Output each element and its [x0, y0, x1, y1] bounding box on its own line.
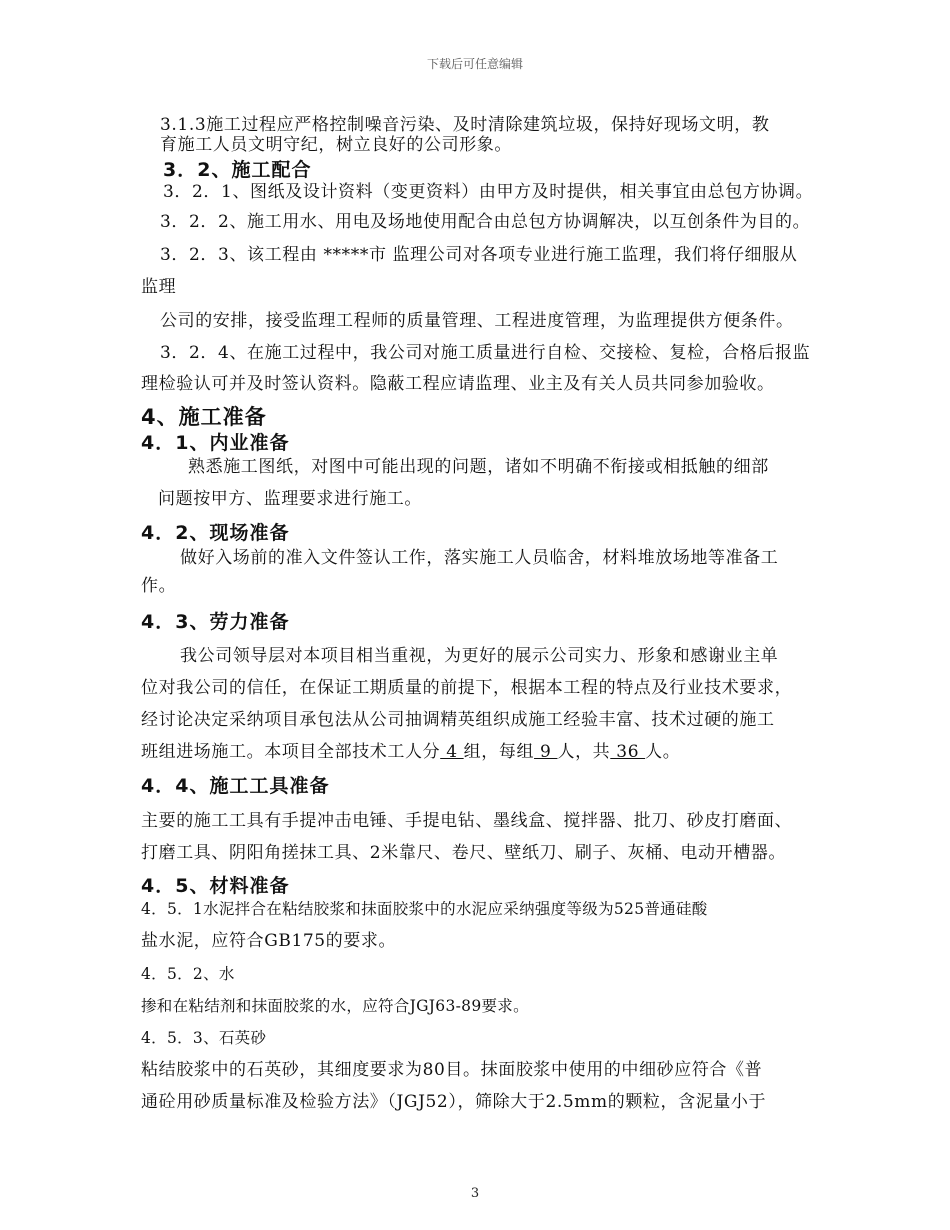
section-heading: 4．4、施工工具准备 — [141, 775, 330, 797]
section-heading: 4．1、内业准备 — [141, 432, 290, 454]
paragraph-line: 育施工人员文明守纪，树立良好的公司形象。 — [160, 135, 512, 155]
paragraph-line: 3．2．4、在施工过程中，我公司对施工质量进行自检、交接检、复检，合格后报监 — [160, 343, 811, 363]
paragraph-line: 问题按甲方、监理要求进行施工。 — [158, 489, 422, 509]
chapter-heading: 4、施工准备 — [141, 405, 267, 429]
section-heading: 4．2、现场准备 — [141, 522, 290, 544]
paragraph-line: 打磨工具、阴阳角搓抹工具、2米靠尺、卷尺、壁纸刀、刷子、灰桶、电动开槽器。 — [141, 843, 787, 863]
paragraph-line: 掺和在粘结剂和抹面胶浆的水，应符合JGJ63-89要求。 — [141, 997, 529, 1015]
total-workers: 36 — [610, 742, 646, 762]
paragraph-line — [141, 741, 680, 763]
paragraph-line: 位对我公司的信任，在保证工期质量的前提下，根据本工程的特点及行业技术要求， — [141, 678, 793, 698]
paragraph-line: 公司的安排，接受监理工程师的质量管理、工程进度管理，为监理提供方便条件。 — [160, 311, 794, 331]
paragraph-line: 经讨论决定采纳项目承包法从公司抽调精英组织成施工经验丰富、技术过硬的施工 — [141, 710, 775, 730]
paragraph-line: 4．5．2、水 — [141, 965, 235, 983]
paragraph-line: 3．2．2、施工用水、用电及场地使用配合由总包方协调解决，以互创条件为目的。 — [160, 212, 811, 232]
paragraph-line: 主要的施工工具有手提冲击电锤、手提电钻、墨线盒、搅拌器、批刀、砂皮打磨面、 — [141, 811, 793, 831]
section-heading: 3．2、施工配合 — [163, 159, 312, 181]
group-count: 4 — [440, 742, 464, 762]
paragraph-line: 4．5．1水泥拌合在粘结胶浆和抹面胶浆中的水泥应采纳强度等级为525普通硅酸 — [141, 900, 708, 918]
paragraph-line: 作。 — [141, 576, 177, 596]
paragraph-line: 4．5．3、石英砂 — [141, 1029, 267, 1047]
paragraph-line: 熟悉施工图纸，对图中可能出现的问题，诸如不明确不衔接或相抵触的细部 — [188, 457, 769, 477]
page-number: 3 — [470, 1186, 480, 1201]
paragraph-line: 理检验认可并及时签认资料。隐蔽工程应请监理、业主及有关人员共同参加验收。 — [141, 374, 775, 394]
text-segment: 人，共 — [557, 742, 611, 762]
text-segment: 班组进场施工。本项目全部技术工人分 — [141, 742, 441, 762]
paragraph-line: 粘结胶浆中的石英砂，其细度要求为80目。抹面胶浆中使用的中细砂应符合《普 — [141, 1060, 763, 1080]
paragraph-line: 3．2．1、图纸及设计资料（变更资料）由甲方及时提供，相关事宜由总包方协调。 — [163, 182, 814, 202]
workers-per-group: 9 — [534, 742, 558, 762]
paragraph-line: 做好入场前的准入文件签认工作，落实施工人员临舍，材料堆放场地等准备工 — [180, 548, 779, 568]
paragraph-line: 盐水泥，应符合GB175的要求。 — [141, 931, 397, 951]
paragraph-line: 通砼用砂质量标准及检验方法》（JGJ52），筛除大于2.5mm的颗粒，含泥量小于 — [141, 1092, 767, 1112]
section-heading: 4．3、劳力准备 — [141, 611, 290, 633]
page-header: 下载后可任意编辑 — [426, 57, 523, 71]
text-segment: 人。 — [645, 742, 681, 762]
paragraph-line: 3．2．3、该工程由 *****市 监理公司对各项专业进行施工监理，我们将仔细服从 — [160, 245, 798, 265]
section-heading: 4．5、材料准备 — [141, 875, 290, 897]
paragraph-line: 3.1.3施工过程应严格控制噪音污染、及时清除建筑垃圾，保持好现场文明，教 — [160, 115, 770, 135]
text-segment: 组，每组 — [463, 742, 535, 762]
paragraph-line: 我公司领导层对本项目相当重视，为更好的展示公司实力、形象和感谢业主单 — [180, 646, 779, 666]
paragraph-line: 监理 — [141, 277, 177, 297]
